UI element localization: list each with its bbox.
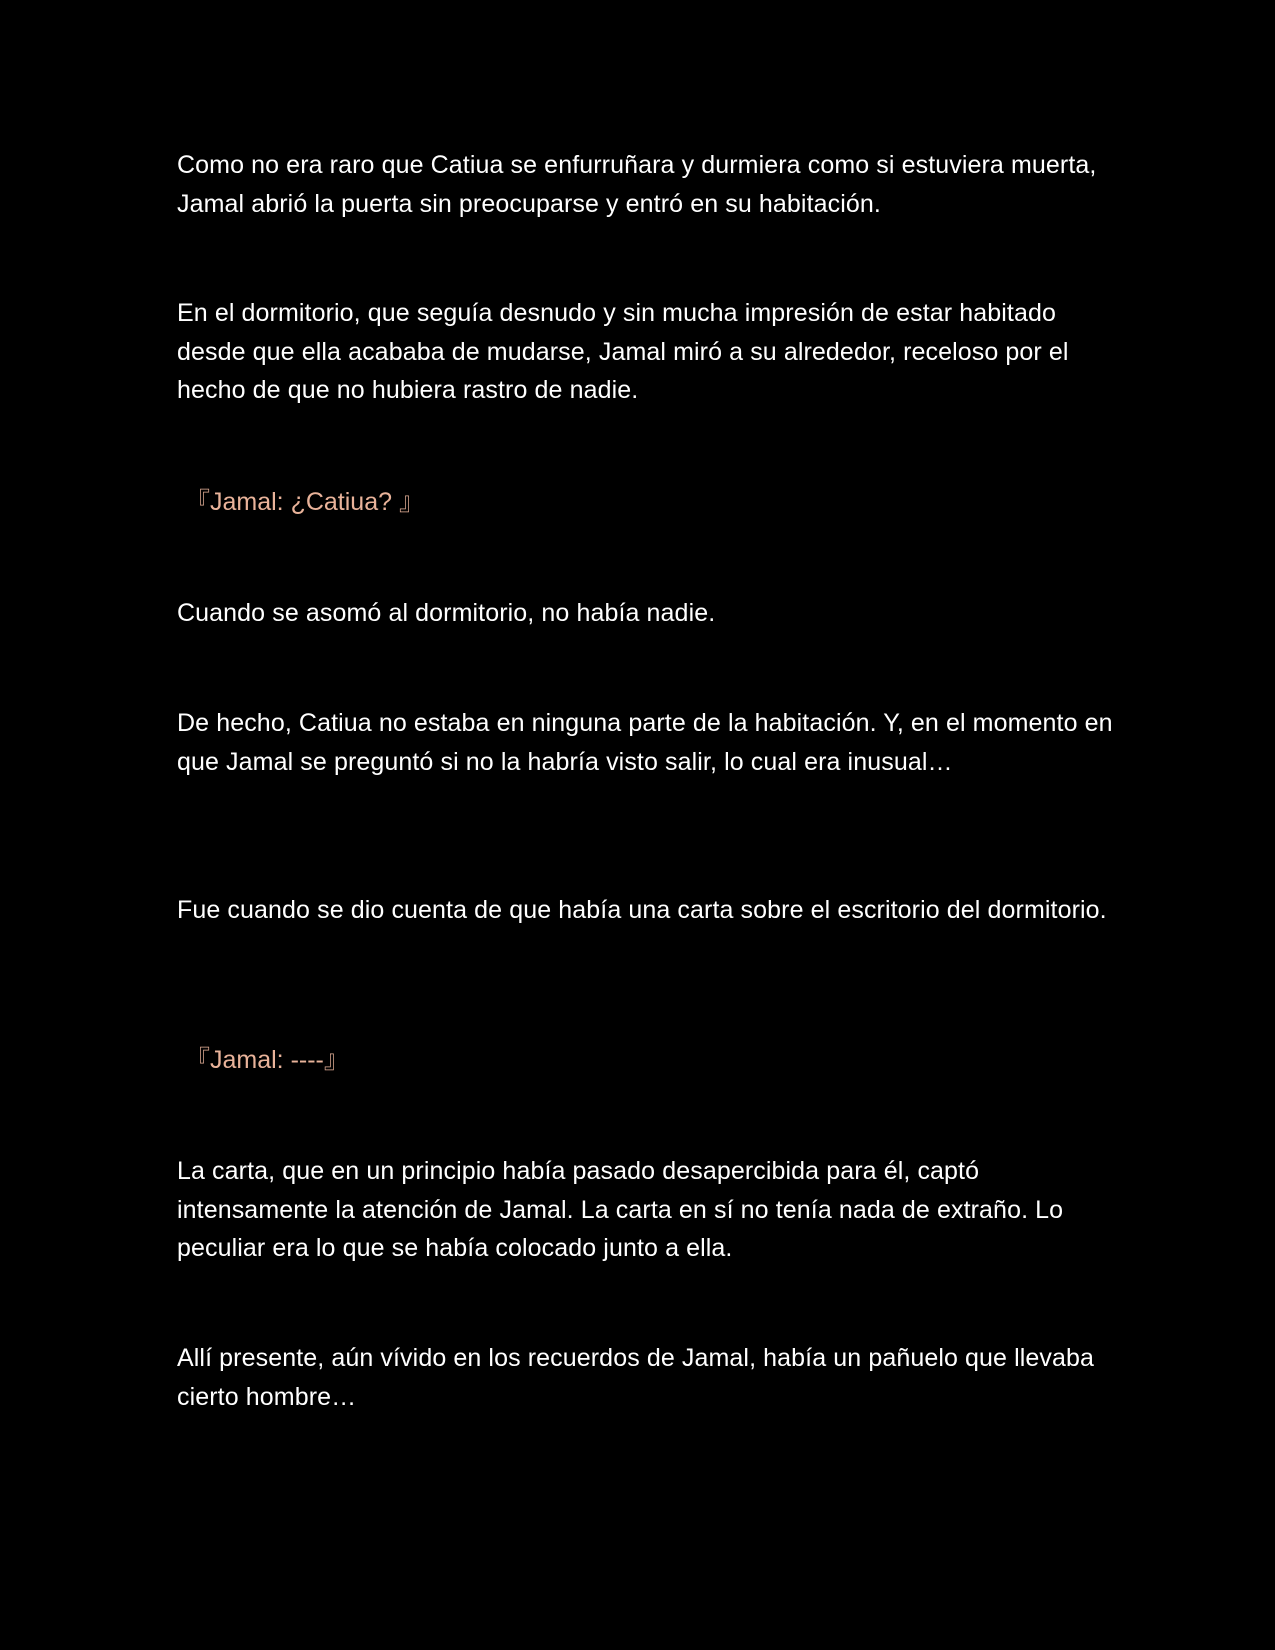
paragraph-6: La carta, que en un principio había pasado desapercibida para él, captó intensamente la atención de Jamal. La carta en sí no tenía nada de extraño. Lo peculiar era lo que se había colocado junto a ella. xyxy=(177,1157,1064,1262)
paragraph-3: Cuando se asomó al dormitorio, no había nadie. xyxy=(177,599,716,627)
dialogue-line-1: 『Jamal: ¿Catiua? 』 xyxy=(185,488,424,516)
paragraph-4: De hecho, Catiua no estaba en ninguna parte de la habitación. Y, en el momento en que Jamal se preguntó si no la habría visto salir, lo cual era inusual… xyxy=(177,709,1113,776)
paragraph-5: Fue cuando se dio cuenta de que había una carta sobre el escritorio del dormitorio. xyxy=(177,896,1107,924)
paragraph-7: Allí presente, aún vívido en los recuerdos de Jamal, había un pañuelo que llevaba cierto hombre… xyxy=(177,1344,1095,1411)
paragraph-1: Como no era raro que Catiua se enfurruñara y durmiera como si estuviera muerta, Jamal abrió la puerta sin preocuparse y entró en su habitación. xyxy=(177,151,1097,218)
paragraph-2: En el dormitorio, que seguía desnudo y sin mucha impresión de estar habitado desde que ella acababa de mudarse, Jamal miró a su alrededor, receloso por el hecho de que no hubiera rastro de nadie. xyxy=(177,299,1069,404)
dialogue-line-2: 『Jamal: ----』 xyxy=(185,1046,349,1074)
